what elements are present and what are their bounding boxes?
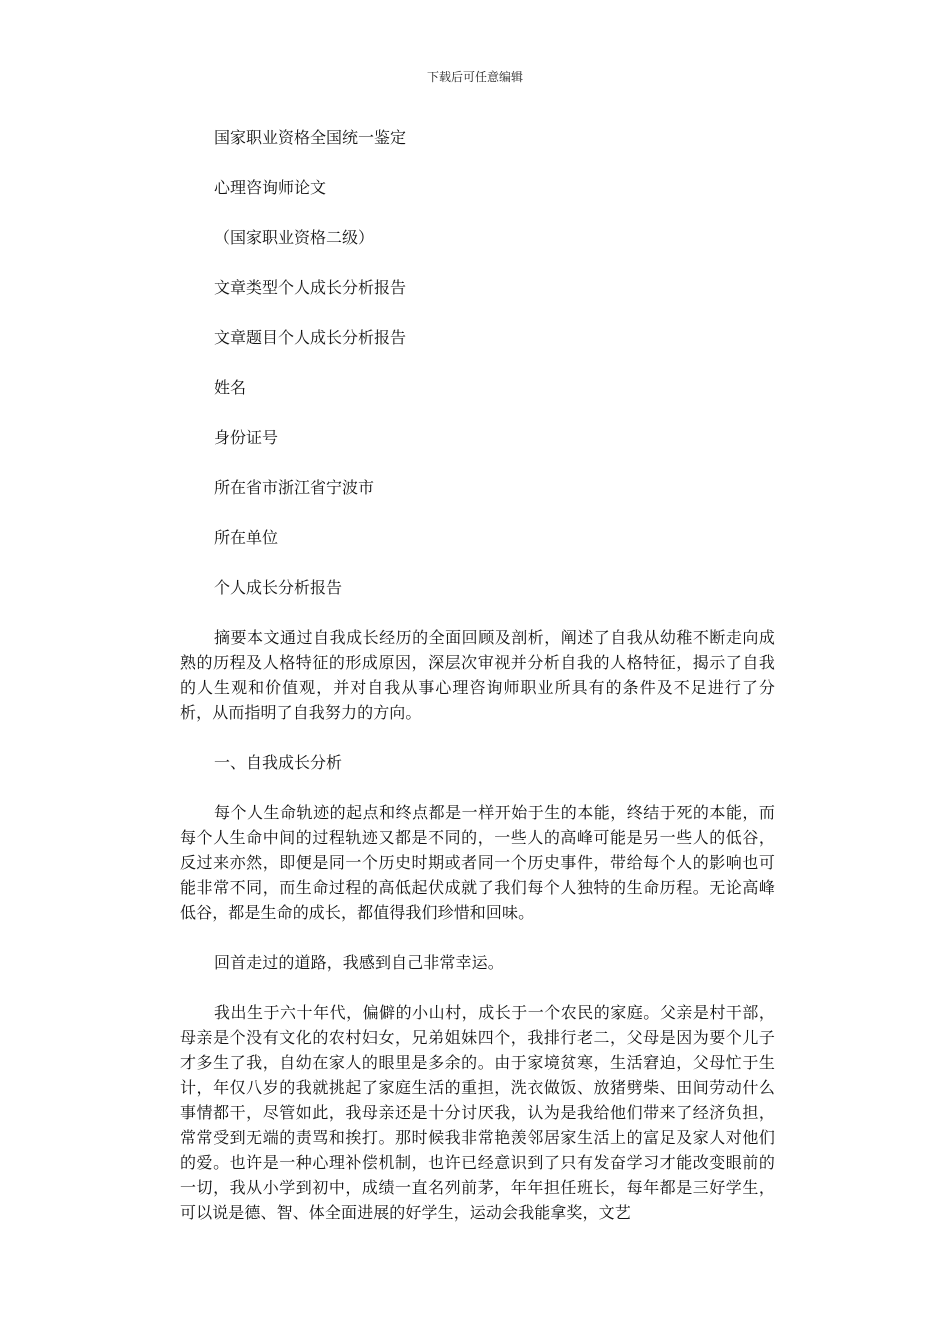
title-line: 文章题目个人成长分析报告: [214, 328, 407, 347]
document-body: [180, 125, 775, 1250]
body-paragraph: 回首走过的道路，我感到自己非常幸运。: [214, 953, 504, 972]
title-line: 心理咨询师论文: [214, 178, 327, 197]
title-line: 所在单位: [214, 528, 279, 547]
section-heading: 一、自我成长分析: [214, 753, 343, 772]
body-paragraph: 每个人生命轨迹的起点和终点都是一样开始于生的本能，终结于死的本能，而每个人生命中间的过程轨迹又都是不同的，一些人的高峰可能是另一些人的低谷，反过来亦然，即便是同一个历史时期或者同一个历史事件，带给每个人的影响也可能非常不同，而生命过程的高低起伏成就了我们每个人独特的生命历程。无论高峰低谷，都是生命的成长，都值得我们珍惜和回味。: [180, 803, 775, 922]
title-line: 国家职业资格全国统一鉴定: [214, 128, 407, 147]
title-line: 姓名: [214, 378, 247, 397]
body-paragraph: 我出生于六十年代，偏僻的小山村，成长于一个农民的家庭。父亲是村干部，母亲是个没有文化的农村妇女，兄弟姐妹四个，我排行老二，父母是因为要个儿子才多生了我，自幼在家人的眼里是多余的。由于家境贫寒，生活窘迫，父母忙于生计，年仅八岁的我就挑起了家庭生活的重担，洗衣做饭、放猪劈柴、田间劳动什么事情都干，尽管如此，我母亲还是十分讨厌我，认为是我给他们带来了经济负担，常常受到无端的责骂和挨打。那时候我非常艳羡邻居家生活上的富足及家人对他们的爱。也许是一种心理补偿机制，也许已经意识到了只有发奋学习才能改变眼前的一切，我从小学到初中，成绩一直名列前茅，年年担任班长，每年都是三好学生，可以说是德、智、体全面进展的好学生，运动会我能拿奖，文艺: [180, 1003, 775, 1222]
abstract-paragraph: 摘要本文通过自我成长经历的全面回顾及剖析，阐述了自我从幼稚不断走向成熟的历程及人格特征的形成原因，深层次审视并分析自我的人格特征，揭示了自我的人生观和价值观，并对自我从事心理咨询师职业所具有的条件及不足进行了分析，从而指明了自我努力的方向。: [180, 628, 775, 722]
report-title: 个人成长分析报告: [214, 578, 343, 597]
title-line: 文章类型个人成长分析报告: [214, 278, 407, 297]
title-line: （国家职业资格二级）: [214, 228, 375, 247]
page-header: 下载后可任意编辑: [426, 70, 523, 84]
title-line: 所在省市浙江省宁波市: [214, 478, 375, 497]
title-line: 身份证号: [214, 428, 279, 447]
